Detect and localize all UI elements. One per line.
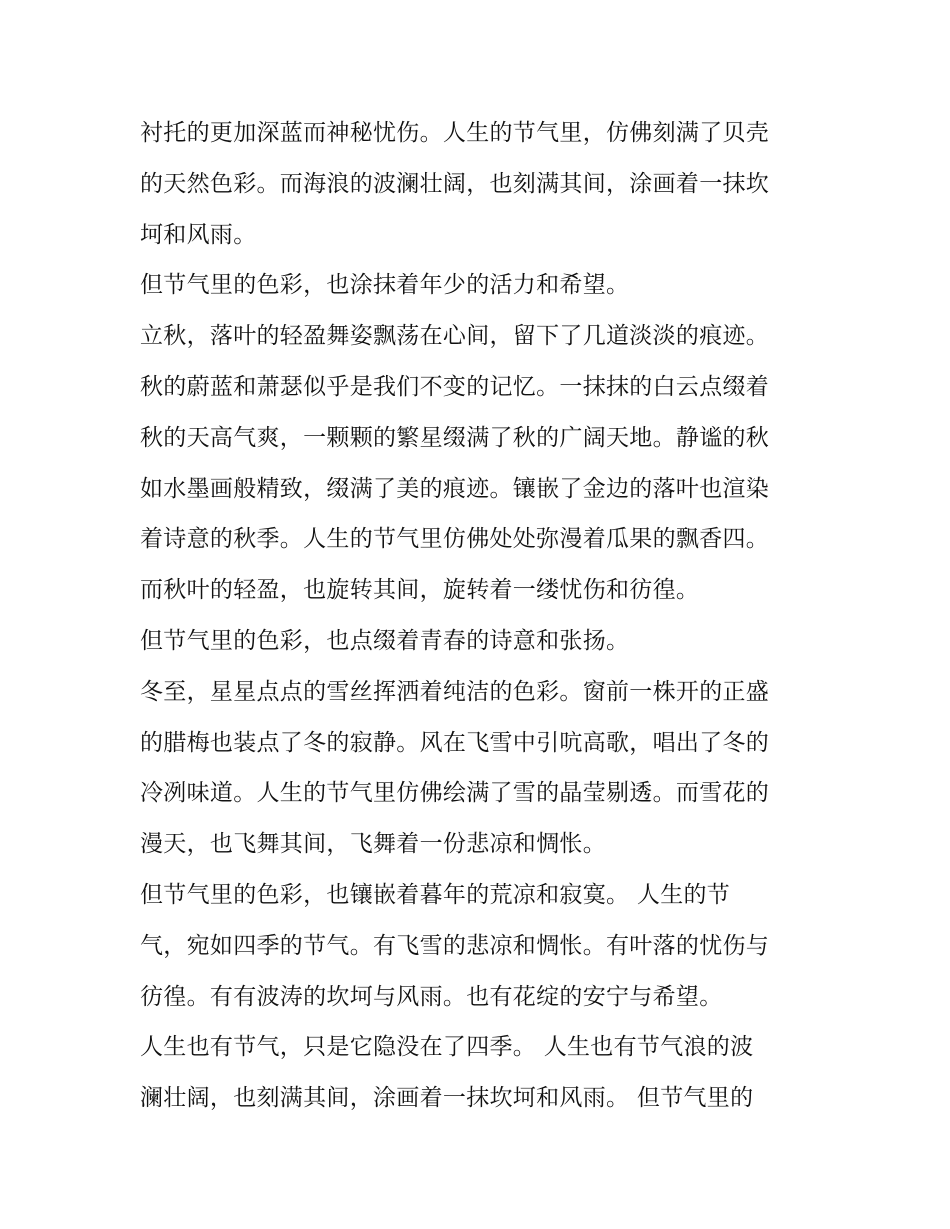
text-line: 冬至，星星点点的雪丝挥洒着纯洁的色彩。窗前一株开的正盛 bbox=[140, 678, 770, 705]
text-line: 衬托的更加深蓝而神秘忧伤。人生的节气里，仿佛刻满了贝壳 bbox=[140, 120, 770, 146]
text-line: 但节气里的色彩，也涂抹着年少的活力和希望。 bbox=[140, 272, 630, 299]
text-line: 坷和风雨。 bbox=[140, 221, 257, 248]
text-line: 而秋叶的轻盈，也旋转其间，旋转着一缕忧伤和彷徨。 bbox=[140, 577, 700, 604]
text-line: 气，宛如四季的节气。有飞雪的悲凉和惆怅。有叶落的忧伤与 bbox=[140, 932, 770, 959]
text-line: 人生也有节气，只是它隐没在了四季。 人生也有节气浪的波 bbox=[140, 1034, 754, 1061]
text-body bbox=[140, 108, 820, 1124]
text-line: 澜壮阔，也刻满其间，涂画着一抹坎坷和风雨。 但节气里的 bbox=[140, 1085, 754, 1112]
text-line: 彷徨。有有波涛的坎坷与风雨。也有花绽的安宁与希望。 bbox=[140, 983, 723, 1010]
text-line: 漫天，也飞舞其间，飞舞着一份悲凉和惆怅。 bbox=[140, 831, 606, 858]
text-line: 但节气里的色彩，也镶嵌着暮年的荒凉和寂寞。 人生的节 bbox=[140, 881, 731, 908]
text-line: 如水墨画般精致，缀满了美的痕迹。镶嵌了金边的落叶也渲染 bbox=[140, 475, 770, 502]
text-line: 的天然色彩。而海浪的波澜壮阔，也刻满其间，涂画着一抹坎 bbox=[140, 170, 770, 197]
text-line: 冷冽味道。人生的节气里仿佛绘满了雪的晶莹剔透。而雪花的 bbox=[140, 780, 770, 807]
text-line: 秋的天高气爽，一颗颗的繁星缀满了秋的广阔天地。静谧的秋 bbox=[140, 424, 770, 451]
text-line: 但节气里的色彩，也点缀着青春的诗意和张扬。 bbox=[140, 627, 630, 654]
text-line: 着诗意的秋季。人生的节气里仿佛处处弥漫着瓜果的飘香四。 bbox=[140, 526, 770, 553]
text-line: 立秋，落叶的轻盈舞姿飘荡在心间，留下了几道淡淡的痕迹。 bbox=[140, 323, 770, 350]
text-line: 秋的蔚蓝和萧瑟似乎是我们不变的记忆。一抹抹的白云点缀着 bbox=[140, 373, 770, 400]
text-line: 的腊梅也装点了冬的寂静。风在飞雪中引吭高歌，唱出了冬的 bbox=[140, 729, 770, 756]
